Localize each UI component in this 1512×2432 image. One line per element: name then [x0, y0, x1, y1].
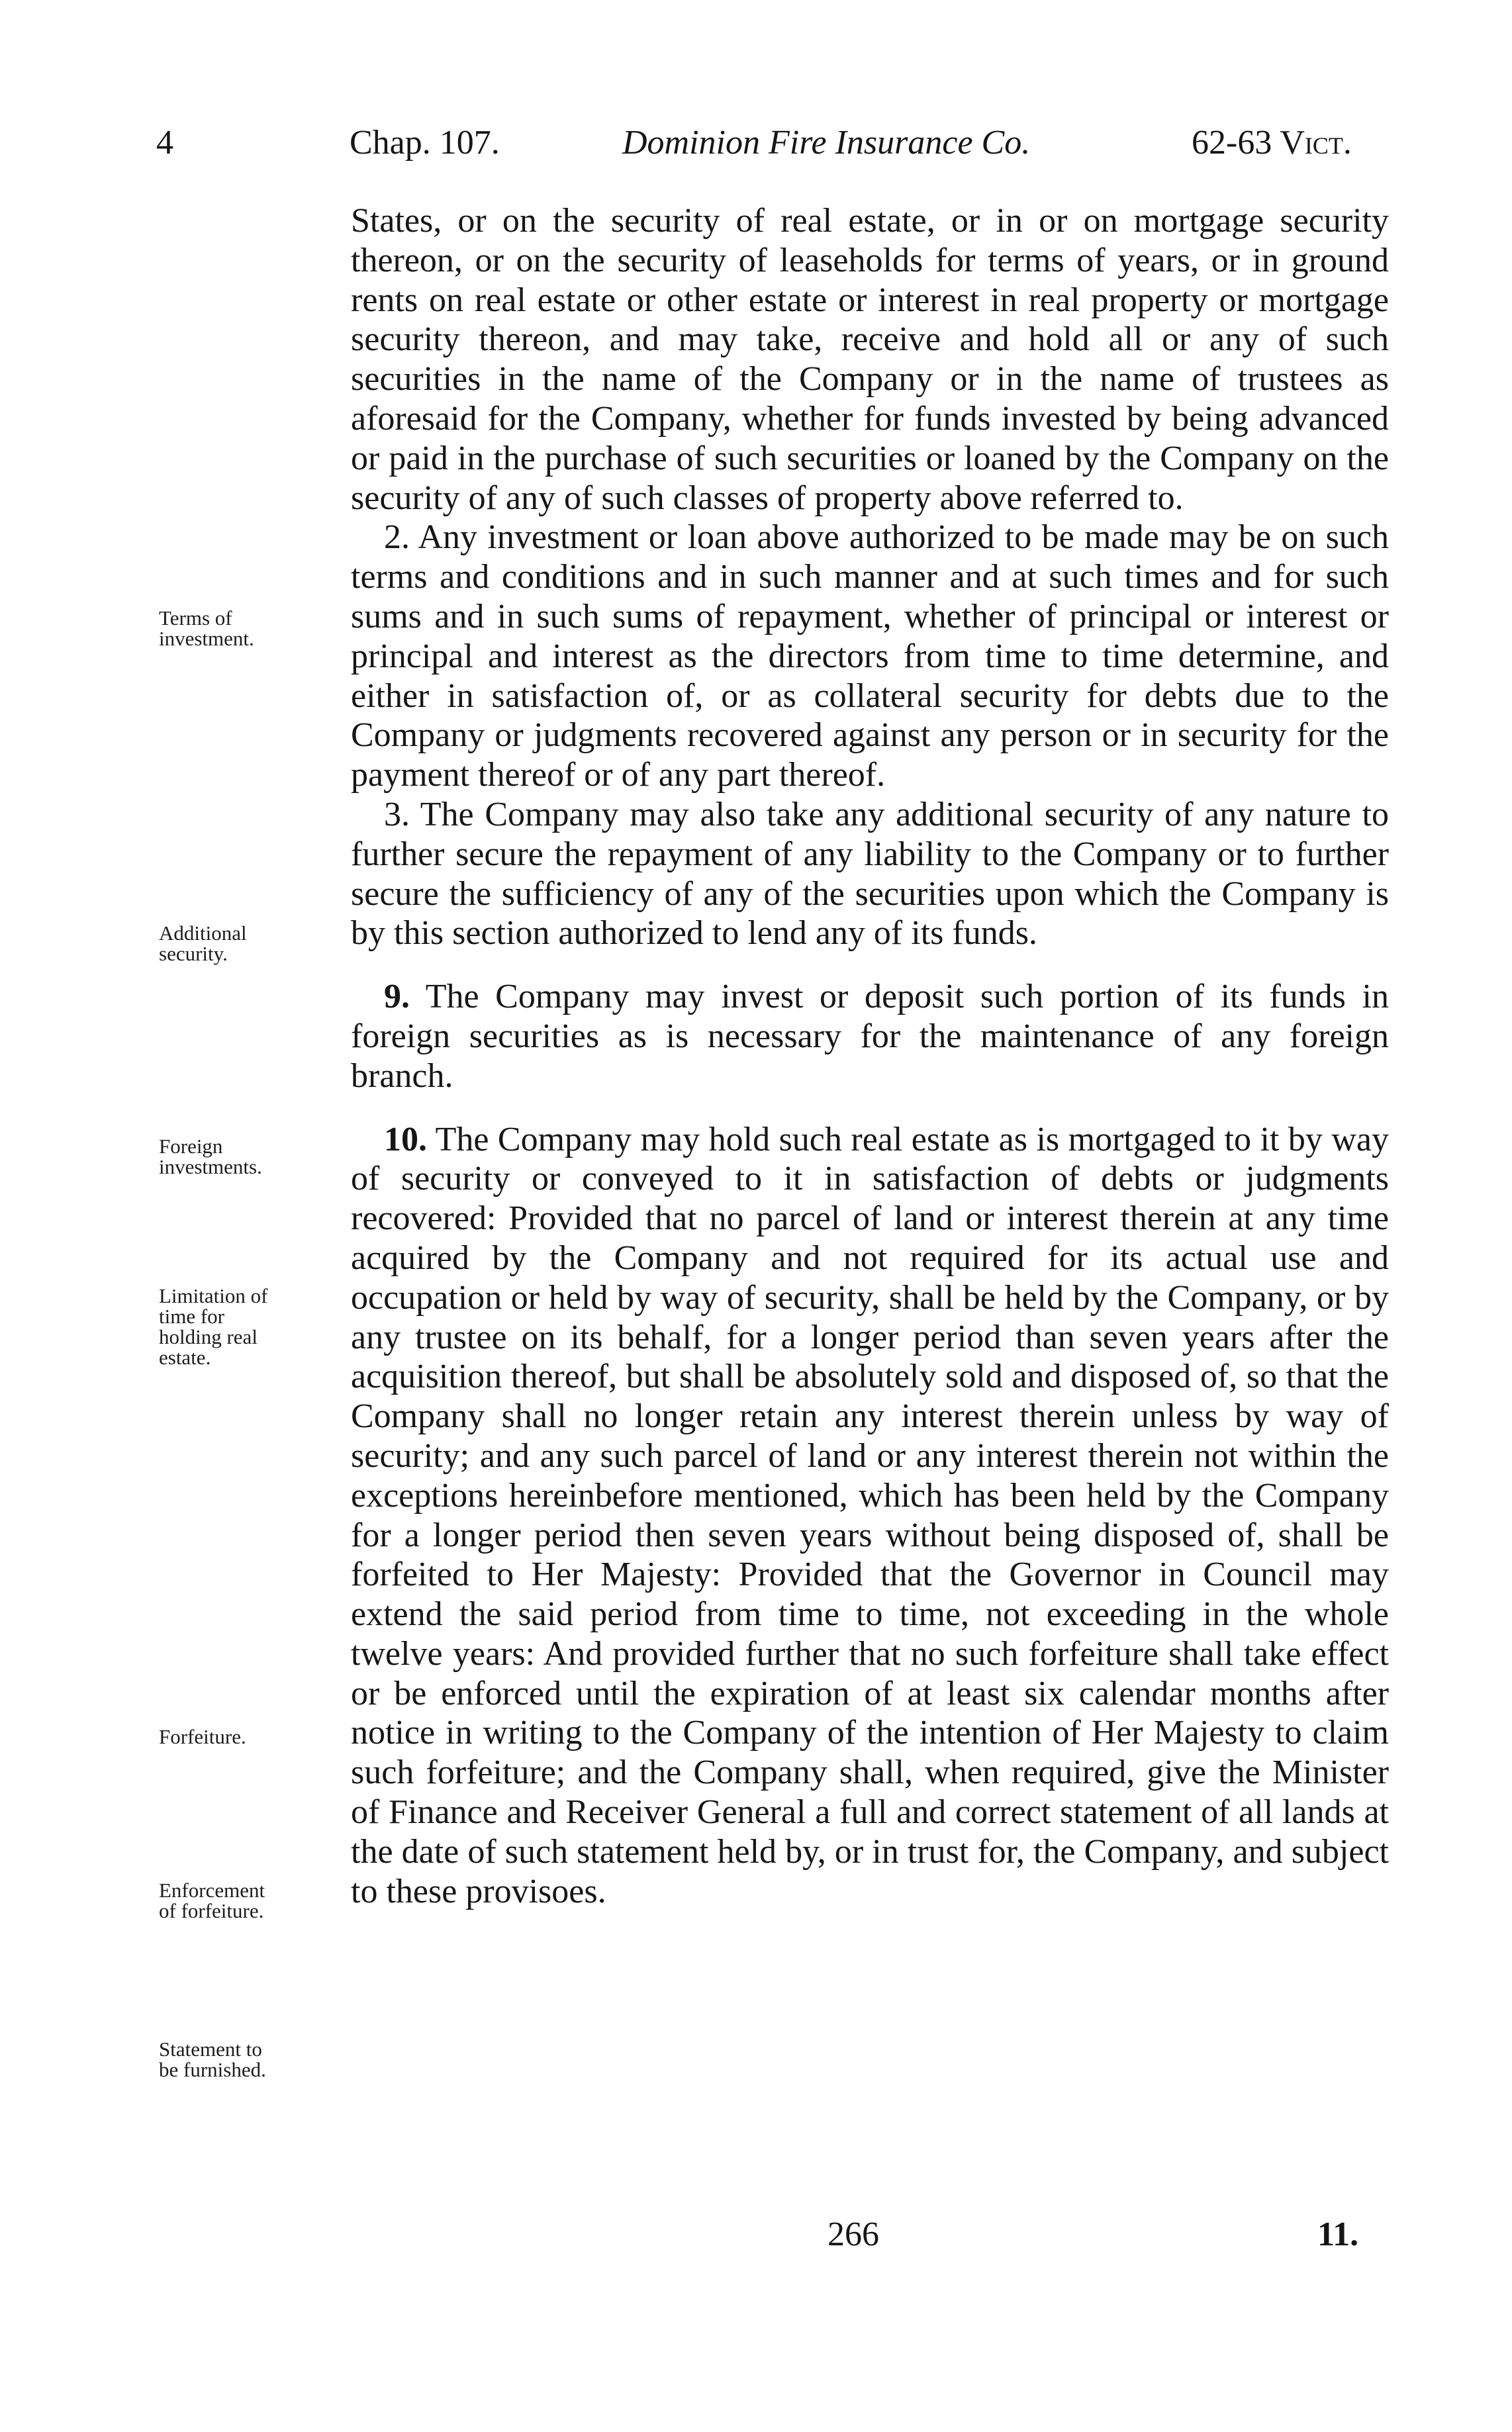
page-number: 4 — [156, 124, 173, 162]
margin-note-forfeiture: Forfeiture. — [159, 1725, 246, 1748]
section-10-text: The Company may hold such real estate as is mortgaged to it by way of security or conveyed to it in satisfaction of debts or judgments recovered: Provided that no parcel of land or interest therein at any time acquired by the Company and not required for its actual use and occupation or held by way of security, shall be held by the Company, or by any trustee on its behalf, for a longer period than seven years after the acquisition thereof, but shall be absolutely sold and disposed of, so that the Company shall no longer retain any interest therein unless by way of security; and any such parcel of land or any interest therein not within the exceptions hereinbefore mentioned, which has been held by the Company for a longer period then seven years without being disposed of, shall be forfeited to Her Majesty: Provided that the Governor in Council may extend the said period from time to time, not exceeding in the whole twelve years: And provided further that no such forfeiture shall take effect or be enforced until the expiration of at least six calendar months after notice in writing to the Company of the intention of Her Majesty to claim such forfeiture; and the Company shall, when required, give the Minister of Finance and Receiver General a full and correct statement of all lands at the date of such statement held by, or in trust for, the Company, and subject to these provisoes. — [351, 1120, 1389, 1910]
subsection-2-paragraph: 2. Any investment or loan above authorized to be made may be on such terms and conditions and in such manner and at such times and for such sums and in such sums of repayment, whether of principal or interest or principal and interest as the directors from time to time determine, and either in satisfaction of, or as collateral security for debts due to the Company or judgments recovered against any person or in security for the payment thereof or of any part thereof. — [351, 518, 1389, 794]
margin-note-additional-security: Additional security. — [159, 921, 247, 965]
margin-note-enforcement-of-forfeiture: Enforcement of forfeiture. — [159, 1879, 265, 1922]
running-header — [0, 123, 1512, 169]
section-10-paragraph — [351, 1120, 1389, 1912]
catchword: 11. — [1317, 2216, 1359, 2253]
subsection-3-paragraph: 3. The Company may also take any additional security of any nature to further secure the repayment of any liability to the Company or to further secure the sufficiency of any of the securities upon which the Company is by this section authorized to lend any of its funds. — [351, 795, 1389, 953]
section-9-text: The Company may invest or deposit such portion of its funds in foreign securities as is necessary for the maintenance of any foreign branch. — [351, 978, 1390, 1095]
running-title: Dominion Fire Insurance Co. — [622, 124, 1031, 162]
section-9-paragraph — [351, 977, 1389, 1096]
margin-note-limitation-of-time: Limitation of time for holding real estate. — [159, 1284, 268, 1369]
continuation-paragraph: States, or on the security of real estate, or in or on mortgage security thereon, or on the security of leaseholds for terms of years, or in ground rents on real estate or other estate or interest in real property or mortgage security thereon, and may take, receive and hold all or any of such securities in the name of the Company or in the name of trustees as aforesaid for the Company, whether for funds invested by being advanced or paid in the purchase of such securities or loaned by the Company on the security of any of such classes of property above referred to. — [351, 202, 1389, 517]
page-footer — [0, 2215, 1512, 2261]
margin-note-foreign-investments: Foreign investments. — [159, 1135, 262, 1178]
statute-text — [351, 201, 1389, 1911]
section-9-number: 9. — [384, 978, 410, 1016]
regnal-year: 62-63 Vict. — [1192, 124, 1352, 162]
margin-note-terms-of-investment: Terms of investment. — [159, 606, 254, 650]
chapter-label: Chap. 107. — [350, 124, 500, 162]
folio-number: 266 — [827, 2216, 879, 2253]
section-10-number: 10. — [384, 1120, 427, 1158]
margin-note-statement-to-be-furnished: Statement to be furnished. — [159, 2037, 266, 2081]
